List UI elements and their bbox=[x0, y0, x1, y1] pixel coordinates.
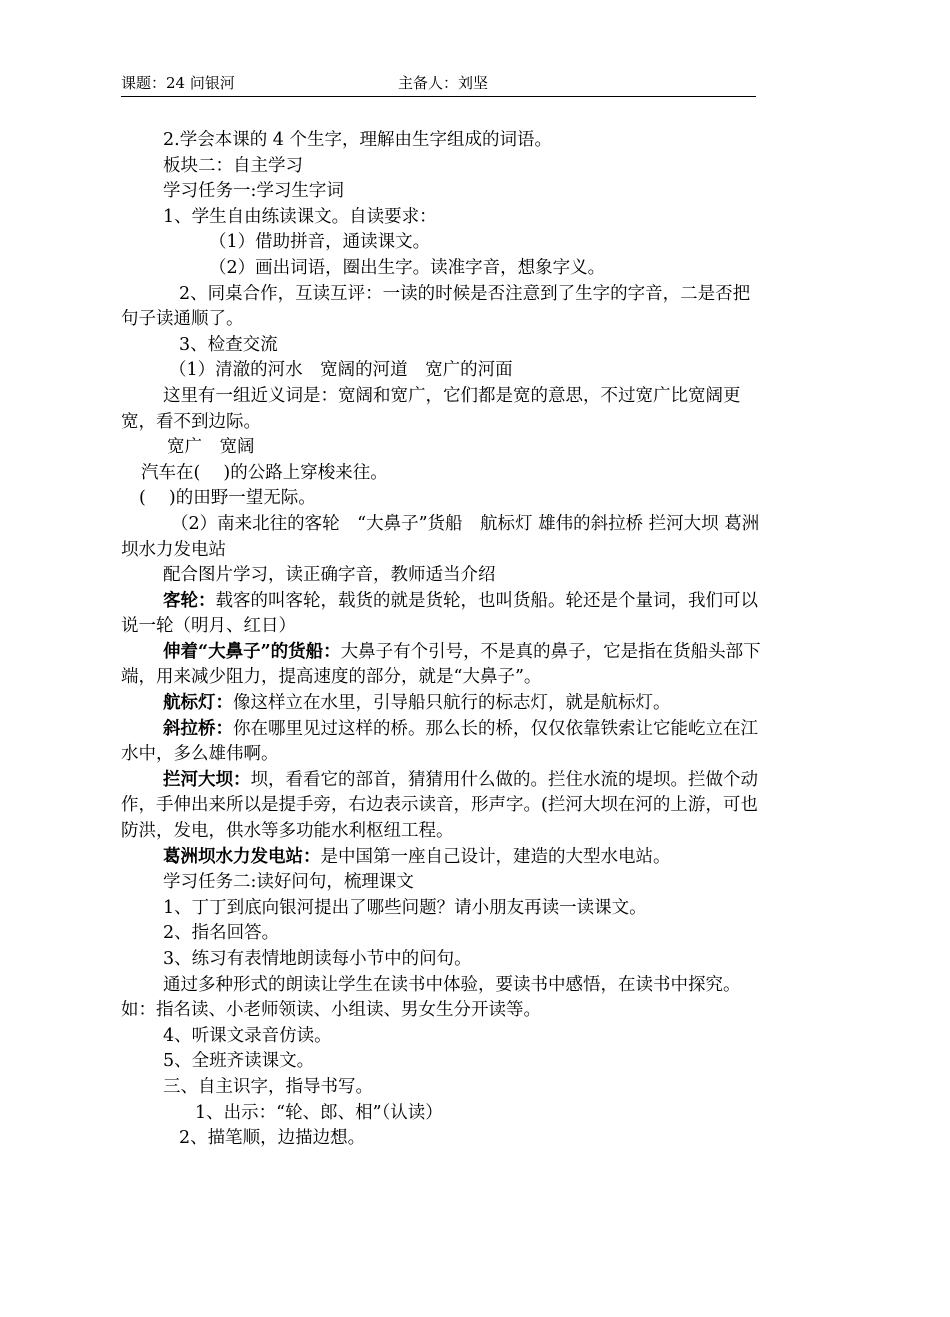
picture-study-note: 配合图片学习，读正确字音，教师适当介绍 bbox=[163, 565, 496, 586]
term-beacon-light: 航标灯：像这样立在水里，引导船只航行的标志灯，就是航标灯。 bbox=[163, 693, 671, 714]
word-group-1: （1）清澈的河水 宽阔的河道 宽广的河面 bbox=[169, 360, 513, 381]
term-cargo-ship: 伸着“大鼻子”的货船：大鼻子有个引号，不是真的鼻子，它是指在货船头部下端，用来减少阻力，提高速度的部分，就是“大鼻子”。 bbox=[121, 641, 761, 688]
term-gezhouba-station: 葛洲坝水力发电站：是中国第一座自己设计，建造的大型水电站。 bbox=[163, 846, 671, 867]
fill-blank-2: ( )的田野一望无际。 bbox=[139, 488, 316, 509]
term-passenger-ship: 客轮：载客的叫客轮，载货的就是货轮，也叫货船。轮还是个量词，我们可以说一轮（明月、红日） bbox=[121, 590, 758, 637]
term-river-dam: 拦河大坝：坝，看看它的部首，猜猜用什么做的。拦住水流的堤坝。拦做个动作，手伸出来所以是提手旁，右边表示读音，形声字。(拦河大坝在河的上游，可也防洪，发电，供水等多功能水利枢纽工程。 bbox=[121, 769, 758, 842]
lesson-topic: 课题：24 问银河 bbox=[121, 74, 235, 92]
page-header bbox=[121, 72, 756, 97]
goal-2: 2.学会本课的 4 个生字，理解由生字组成的词语。 bbox=[163, 130, 552, 150]
synonym-note: 这里有一组近义词是：宽阔和宽广，它们都是宽的意思，不过宽广比宽阔更宽，看不到边际。 bbox=[121, 385, 741, 432]
task-2-step-5: 5、全班齐读课文。 bbox=[163, 1051, 315, 1072]
reading-forms-note: 通过多种形式的朗读让学生在读书中体验，要读书中感悟，在读书中探究。如：指名读、小老师领读、小组读、男女生分开读等。 bbox=[121, 974, 741, 1021]
writing-step-1: 1、出示：“轮、郎、相”（认读） bbox=[195, 1102, 443, 1123]
step-2: 2、同桌合作，互读互评：一读的时候是否注意到了生字的字音，二是否把句子读通顺了。 bbox=[121, 283, 751, 330]
task-1-heading: 学习任务一:学习生字词 bbox=[163, 181, 344, 202]
synonym-choices: 宽广 宽阔 bbox=[167, 437, 255, 458]
task-2-step-1: 1、丁丁到底向银河提出了哪些问题？请小朋友再读一读课文。 bbox=[163, 897, 647, 918]
step-1-req-2: （2）画出词语，圈出生字。读准字音，想象字义。 bbox=[209, 257, 606, 278]
word-group-2: （2）南来北往的客轮 “大鼻子”货船 航标灯 雄伟的斜拉桥 拦河大坝 葛洲坝水力发电站 bbox=[121, 513, 760, 560]
step-1: 1、学生自由练读课文。自读要求： bbox=[163, 206, 437, 227]
task-2-heading: 学习任务二:读好问句，梳理课文 bbox=[163, 872, 414, 893]
step-3: 3、检查交流 bbox=[179, 334, 278, 355]
lesson-body bbox=[121, 128, 761, 1152]
task-2-step-2: 2、指名回答。 bbox=[163, 923, 280, 944]
fill-blank-1: 汽车在( )的公路上穿梭来往。 bbox=[141, 462, 388, 483]
step-1-req-1: （1）借助拼音，通读课文。 bbox=[209, 232, 431, 253]
section-heading-2: 板块二：自主学习 bbox=[163, 155, 303, 176]
section-heading-3: 三、自主识字，指导书写。 bbox=[163, 1076, 373, 1097]
writing-step-2: 2、描笔顺，边描边想。 bbox=[179, 1128, 366, 1149]
task-2-step-4: 4、听课文录音仿读。 bbox=[163, 1025, 332, 1046]
term-cable-bridge: 斜拉桥：你在哪里见过这样的桥。那么长的桥，仅仅依靠铁索让它能屹立在江水中，多么雄伟啊。 bbox=[121, 718, 758, 765]
lesson-author: 主备人：刘坚 bbox=[398, 74, 489, 92]
task-2-step-3: 3、练习有表情地朗读每小节中的问句。 bbox=[163, 949, 472, 969]
